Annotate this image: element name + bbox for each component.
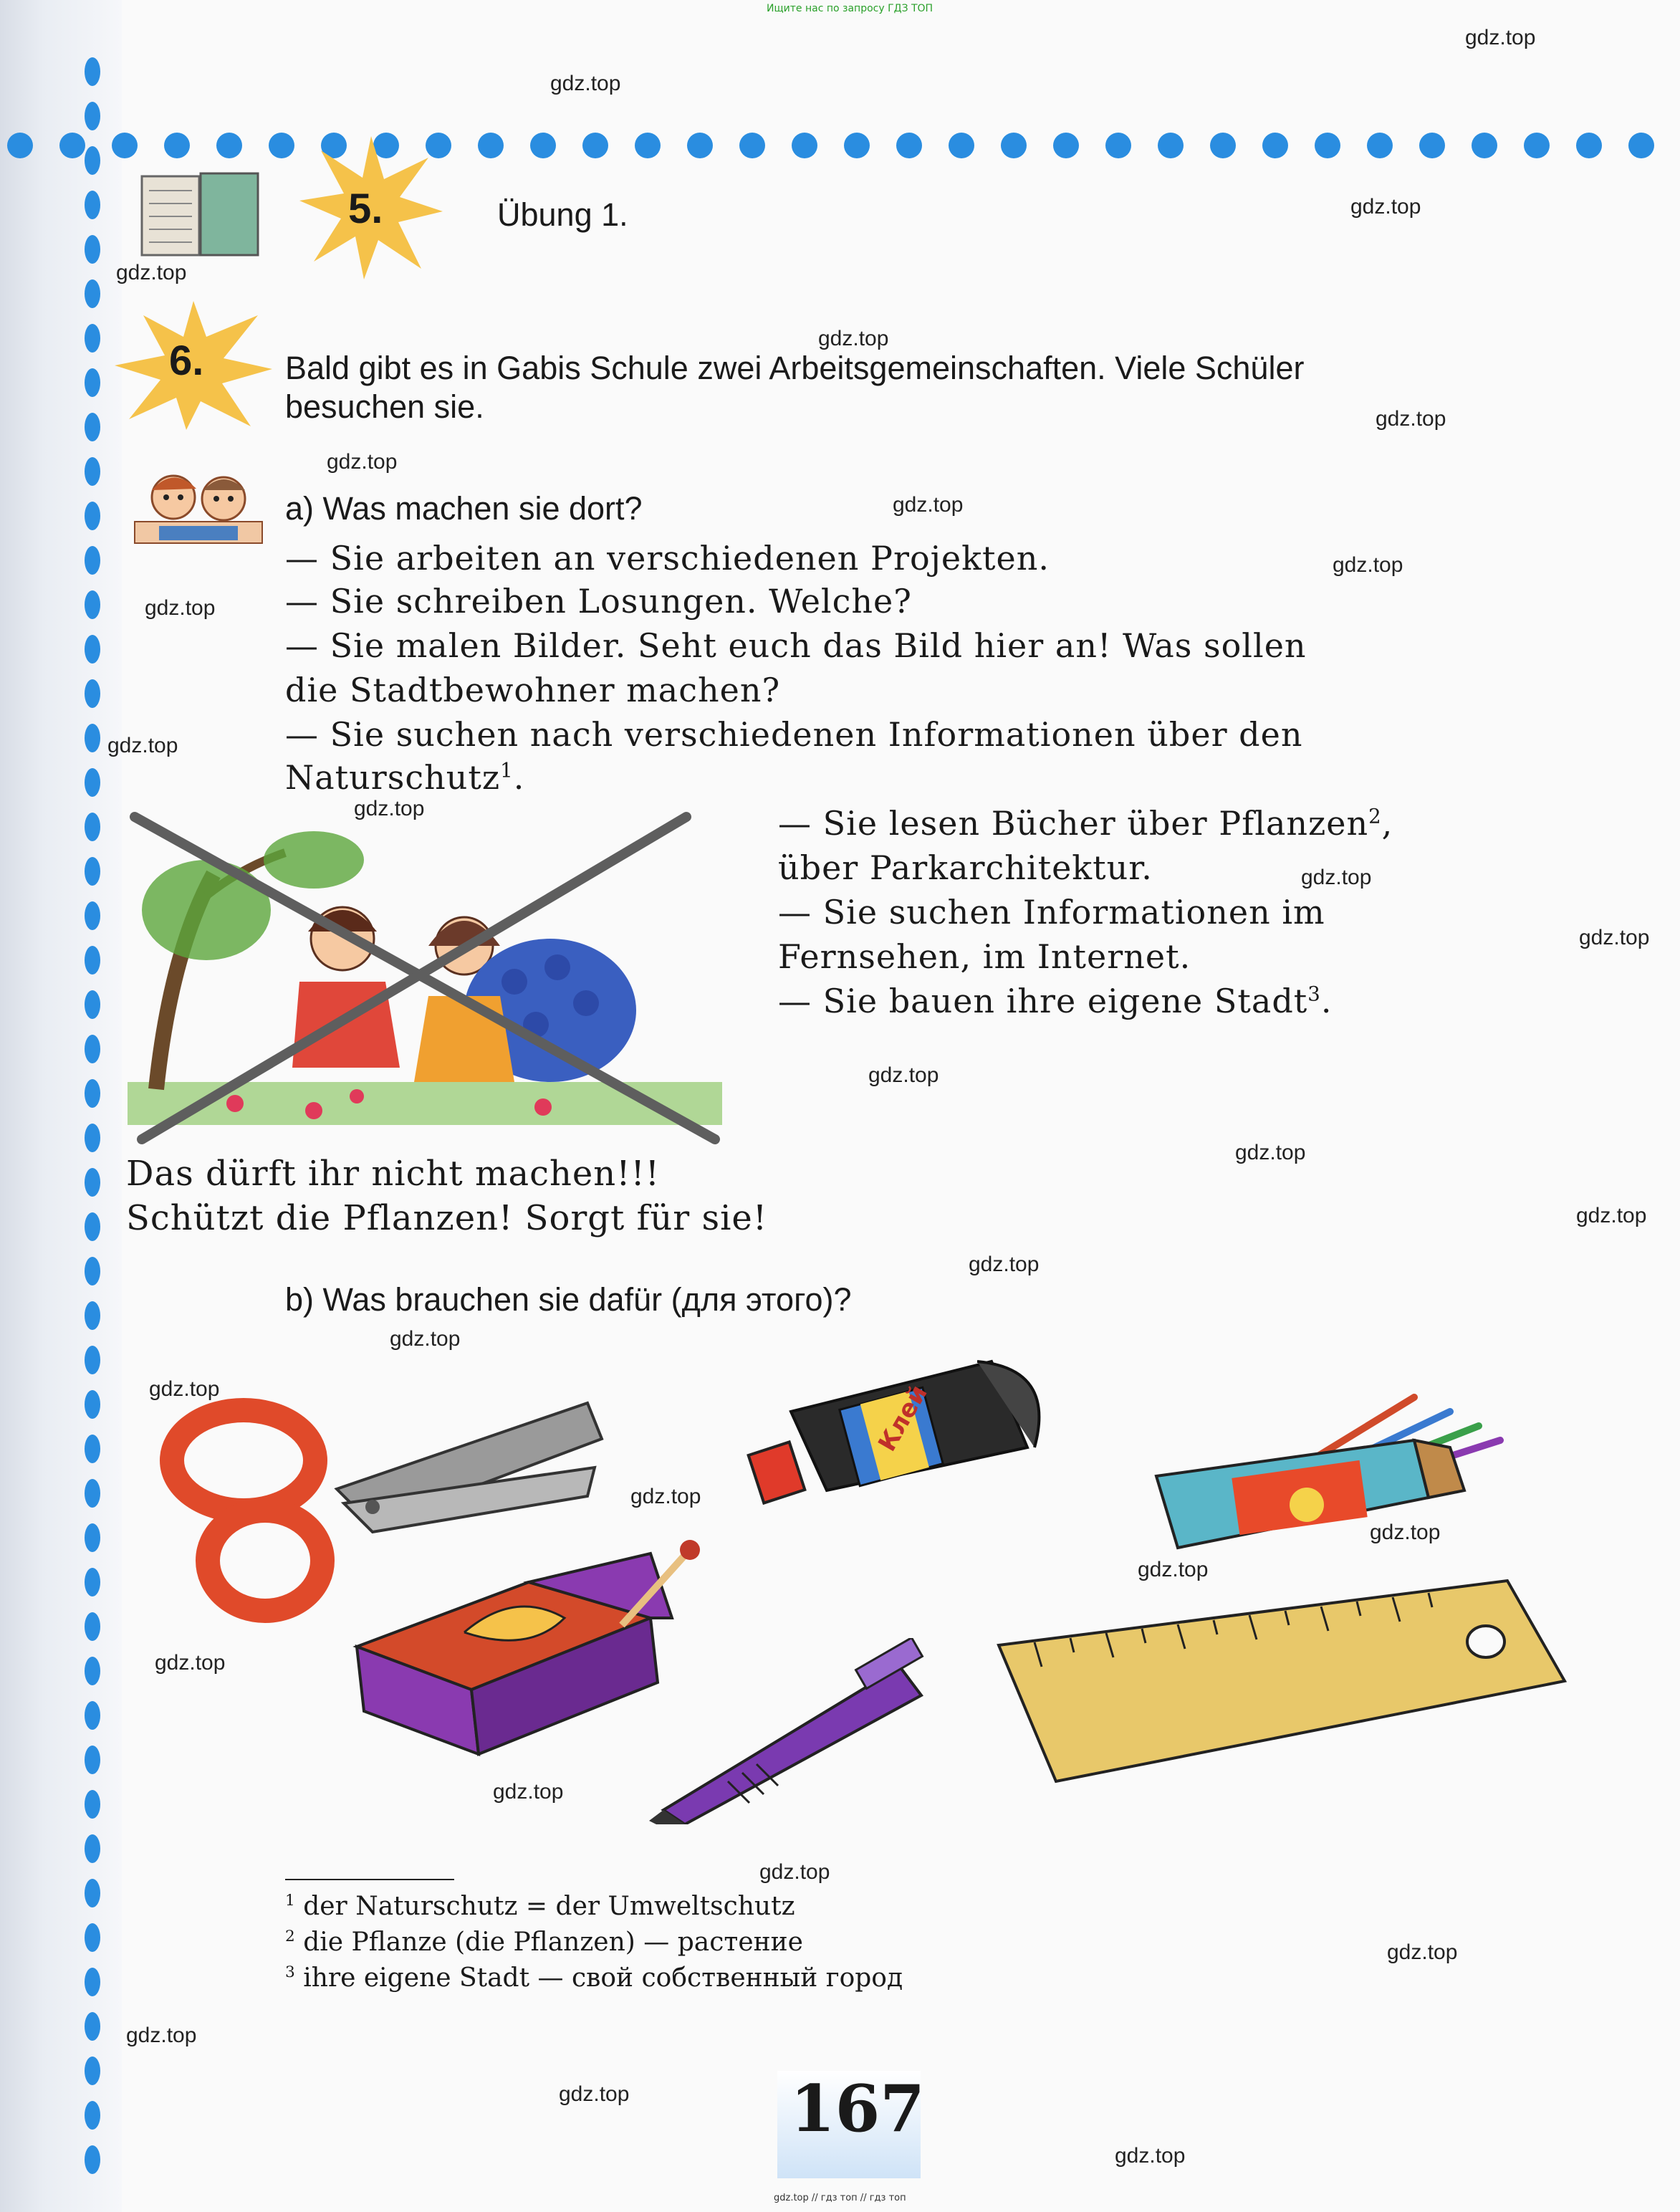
watermark: gdz.top [1333,553,1403,577]
decor-dot [582,133,608,158]
decor-dot [1053,133,1079,158]
binding-dot [85,502,100,530]
tube-label: Клей [873,1380,933,1457]
binding-dot [85,724,100,752]
binding-dot [85,679,100,708]
watermark: gdz.top [559,2082,630,2106]
decor-dot [1576,133,1602,158]
watermark: gdz.top [1387,1940,1458,1964]
decor-dot [1262,133,1288,158]
decor-dot [112,133,138,158]
page-binding [0,0,122,2212]
watermark: gdz.top [1465,26,1536,49]
watermark: gdz.top [1138,1558,1209,1581]
answer-1: — Sie arbeiten an verschiedenen Projekten. [285,539,1050,578]
ruler-icon [992,1574,1572,1789]
children-reading-illustration [130,461,267,547]
binding-dot [85,1212,100,1241]
answer-6-line1: — Sie suchen Informationen im [778,893,1325,932]
watermark: gdz.top [155,1651,226,1675]
question-b: b) Was brauchen sie dafür (для этого)? [285,1281,852,1318]
binding-dot [85,2012,100,2041]
answer-4-line2: Naturschutz$^1$. [285,758,525,797]
poster-line-2: Schützt die Pflanzen! Sorgt für sie! [126,1198,768,1238]
answer-2: — Sie schreiben Losungen. Welche? [285,582,912,621]
binding-dot [85,768,100,797]
binding-dot [85,413,100,441]
binding-dot [85,1746,100,1774]
decor-dot [1419,133,1445,158]
binding-dot [85,901,100,930]
watermark: gdz.top [1370,1521,1441,1544]
watermark: gdz.top [149,1377,220,1401]
decor-dot [1158,133,1184,158]
decor-dot [739,133,765,158]
watermark: gdz.top [818,327,889,350]
watermark: gdz.top [893,493,964,517]
pencil-box-icon [1142,1369,1529,1555]
binding-dot [85,1834,100,1863]
watermark: gdz.top [1579,926,1650,949]
decor-dot [687,133,713,158]
decor-dot [478,133,504,158]
binding-dot [85,1257,100,1285]
watermark: gdz.top [1301,866,1372,889]
top-banner: Ищите нас по запросу ГДЗ ТОП [767,3,933,14]
watermark: gdz.top [145,596,216,620]
exercise-5-text: Übung 1. [497,196,628,233]
decor-dot [896,133,922,158]
binding-dot [85,1079,100,1108]
watermark: gdz.top [354,797,425,820]
binding-dot [85,1879,100,1907]
decor-dot [1001,133,1027,158]
binding-dot [85,368,100,397]
binding-dot [85,2057,100,2085]
decor-dot [635,133,661,158]
exercise-6-intro-line1: Bald gibt es in Gabis Schule zwei Arbeitsgemeinschaften. Viele Schüler [285,350,1305,386]
page-number: 167 [790,2071,925,2147]
watermark: gdz.top [126,2024,197,2047]
binding-dot [85,1701,100,1730]
decor-dot [949,133,974,158]
watermark: gdz.top [969,1253,1040,1276]
decor-dot [1472,133,1497,158]
pen-icon [642,1638,957,1824]
binding-dot [85,990,100,1019]
answer-6-line2: Fernsehen, im Internet. [778,937,1191,976]
decor-dot [164,133,190,158]
answer-3-line1: — Sie malen Bilder. Seht euch das Bild hier an! Was sollen [285,626,1307,665]
watermark: gdz.top [630,1485,701,1508]
binding-dot [85,2101,100,2130]
watermark: gdz.top [390,1327,461,1351]
binding-dot [85,1124,100,1152]
decor-dot [1367,133,1393,158]
binding-dot [85,2145,100,2174]
watermark: gdz.top [1115,2144,1186,2168]
binding-dot [85,457,100,486]
binding-dot [85,235,100,264]
binding-dot [85,546,100,575]
binding-dot [85,1657,100,1685]
watermark: gdz.top [1376,407,1446,431]
binding-dot [85,1790,100,1819]
answer-5-line2: über Parkarchitektur. [778,848,1153,887]
footnote-2: $^2$ die Pflanze (die Pflanzen) — растение [285,1928,803,1957]
bottom-banner: gdz.top // гдз топ // гдз топ [774,2193,906,2203]
binding-dot [85,1035,100,1063]
page-number-box [777,2071,925,2178]
decor-dot [1315,133,1340,158]
watermark: gdz.top [1235,1141,1306,1164]
footnote-3: $^3$ ihre eigene Stadt — свой собственный город [285,1963,903,1993]
binding-dot [85,590,100,619]
binding-dot [85,1968,100,1996]
binding-dot [85,635,100,664]
footnote-divider [285,1879,454,1880]
answer-4-line1: — Sie suchen nach verschiedenen Informationen über den [285,715,1303,754]
binding-dot [85,1479,100,1508]
binding-dot [85,1923,100,1952]
binding-dot [85,1523,100,1552]
decor-dot [1210,133,1236,158]
binding-dot [85,857,100,886]
binding-dot [85,813,100,841]
watermark: gdz.top [107,734,178,757]
answer-7: — Sie bauen ihre eigene Stadt$^3$. [778,982,1333,1020]
exercise-6-intro-line2: besuchen sie. [285,388,484,425]
binding-dot [85,1568,100,1596]
watermark: gdz.top [759,1860,830,1884]
crossed-out-picture [128,810,722,1146]
watermark: gdz.top [493,1780,564,1804]
decor-dot [59,133,85,158]
exercise-5-number: 5. [348,186,383,232]
footnote-1: $^1$ der Naturschutz = der Umweltschutz [285,1892,795,1921]
watermark: gdz.top [1576,1204,1647,1227]
binding-dot [85,1301,100,1330]
watermark: gdz.top [550,72,621,95]
binding-dot [85,102,100,130]
binding-dot [85,1390,100,1419]
binding-dot [85,946,100,975]
binding-dot [85,57,100,86]
decor-dot [269,133,294,158]
decor-dot [216,133,242,158]
book-icon [138,169,267,262]
binding-dot [85,1435,100,1463]
decor-dot [530,133,556,158]
binding-dot [85,1612,100,1641]
watermark: gdz.top [1350,195,1421,219]
glue-tube-icon [719,1340,1056,1526]
binding-dot [85,191,100,219]
decor-dot [1628,133,1654,158]
poster-line-1: Das dürft ihr nicht machen!!! [126,1154,661,1194]
decor-dot [1524,133,1550,158]
answer-3-line2: die Stadtbewohner machen? [285,671,781,709]
binding-dot [85,324,100,353]
binding-dot [85,1168,100,1197]
watermark: gdz.top [868,1063,939,1087]
top-dot-row [0,133,1680,161]
decor-dot [792,133,817,158]
exercise-6-number: 6. [169,337,204,384]
watermark: gdz.top [116,261,187,284]
binding-dot [85,1346,100,1374]
answer-5-line1: — Sie lesen Bücher über Pflanzen$^2$, [778,804,1393,843]
binding-dot [85,279,100,308]
watermark: gdz.top [327,450,398,474]
decor-dot [844,133,870,158]
decor-dot [7,133,33,158]
question-a: a) Was machen sie dort? [285,490,643,527]
decor-dot [1105,133,1131,158]
